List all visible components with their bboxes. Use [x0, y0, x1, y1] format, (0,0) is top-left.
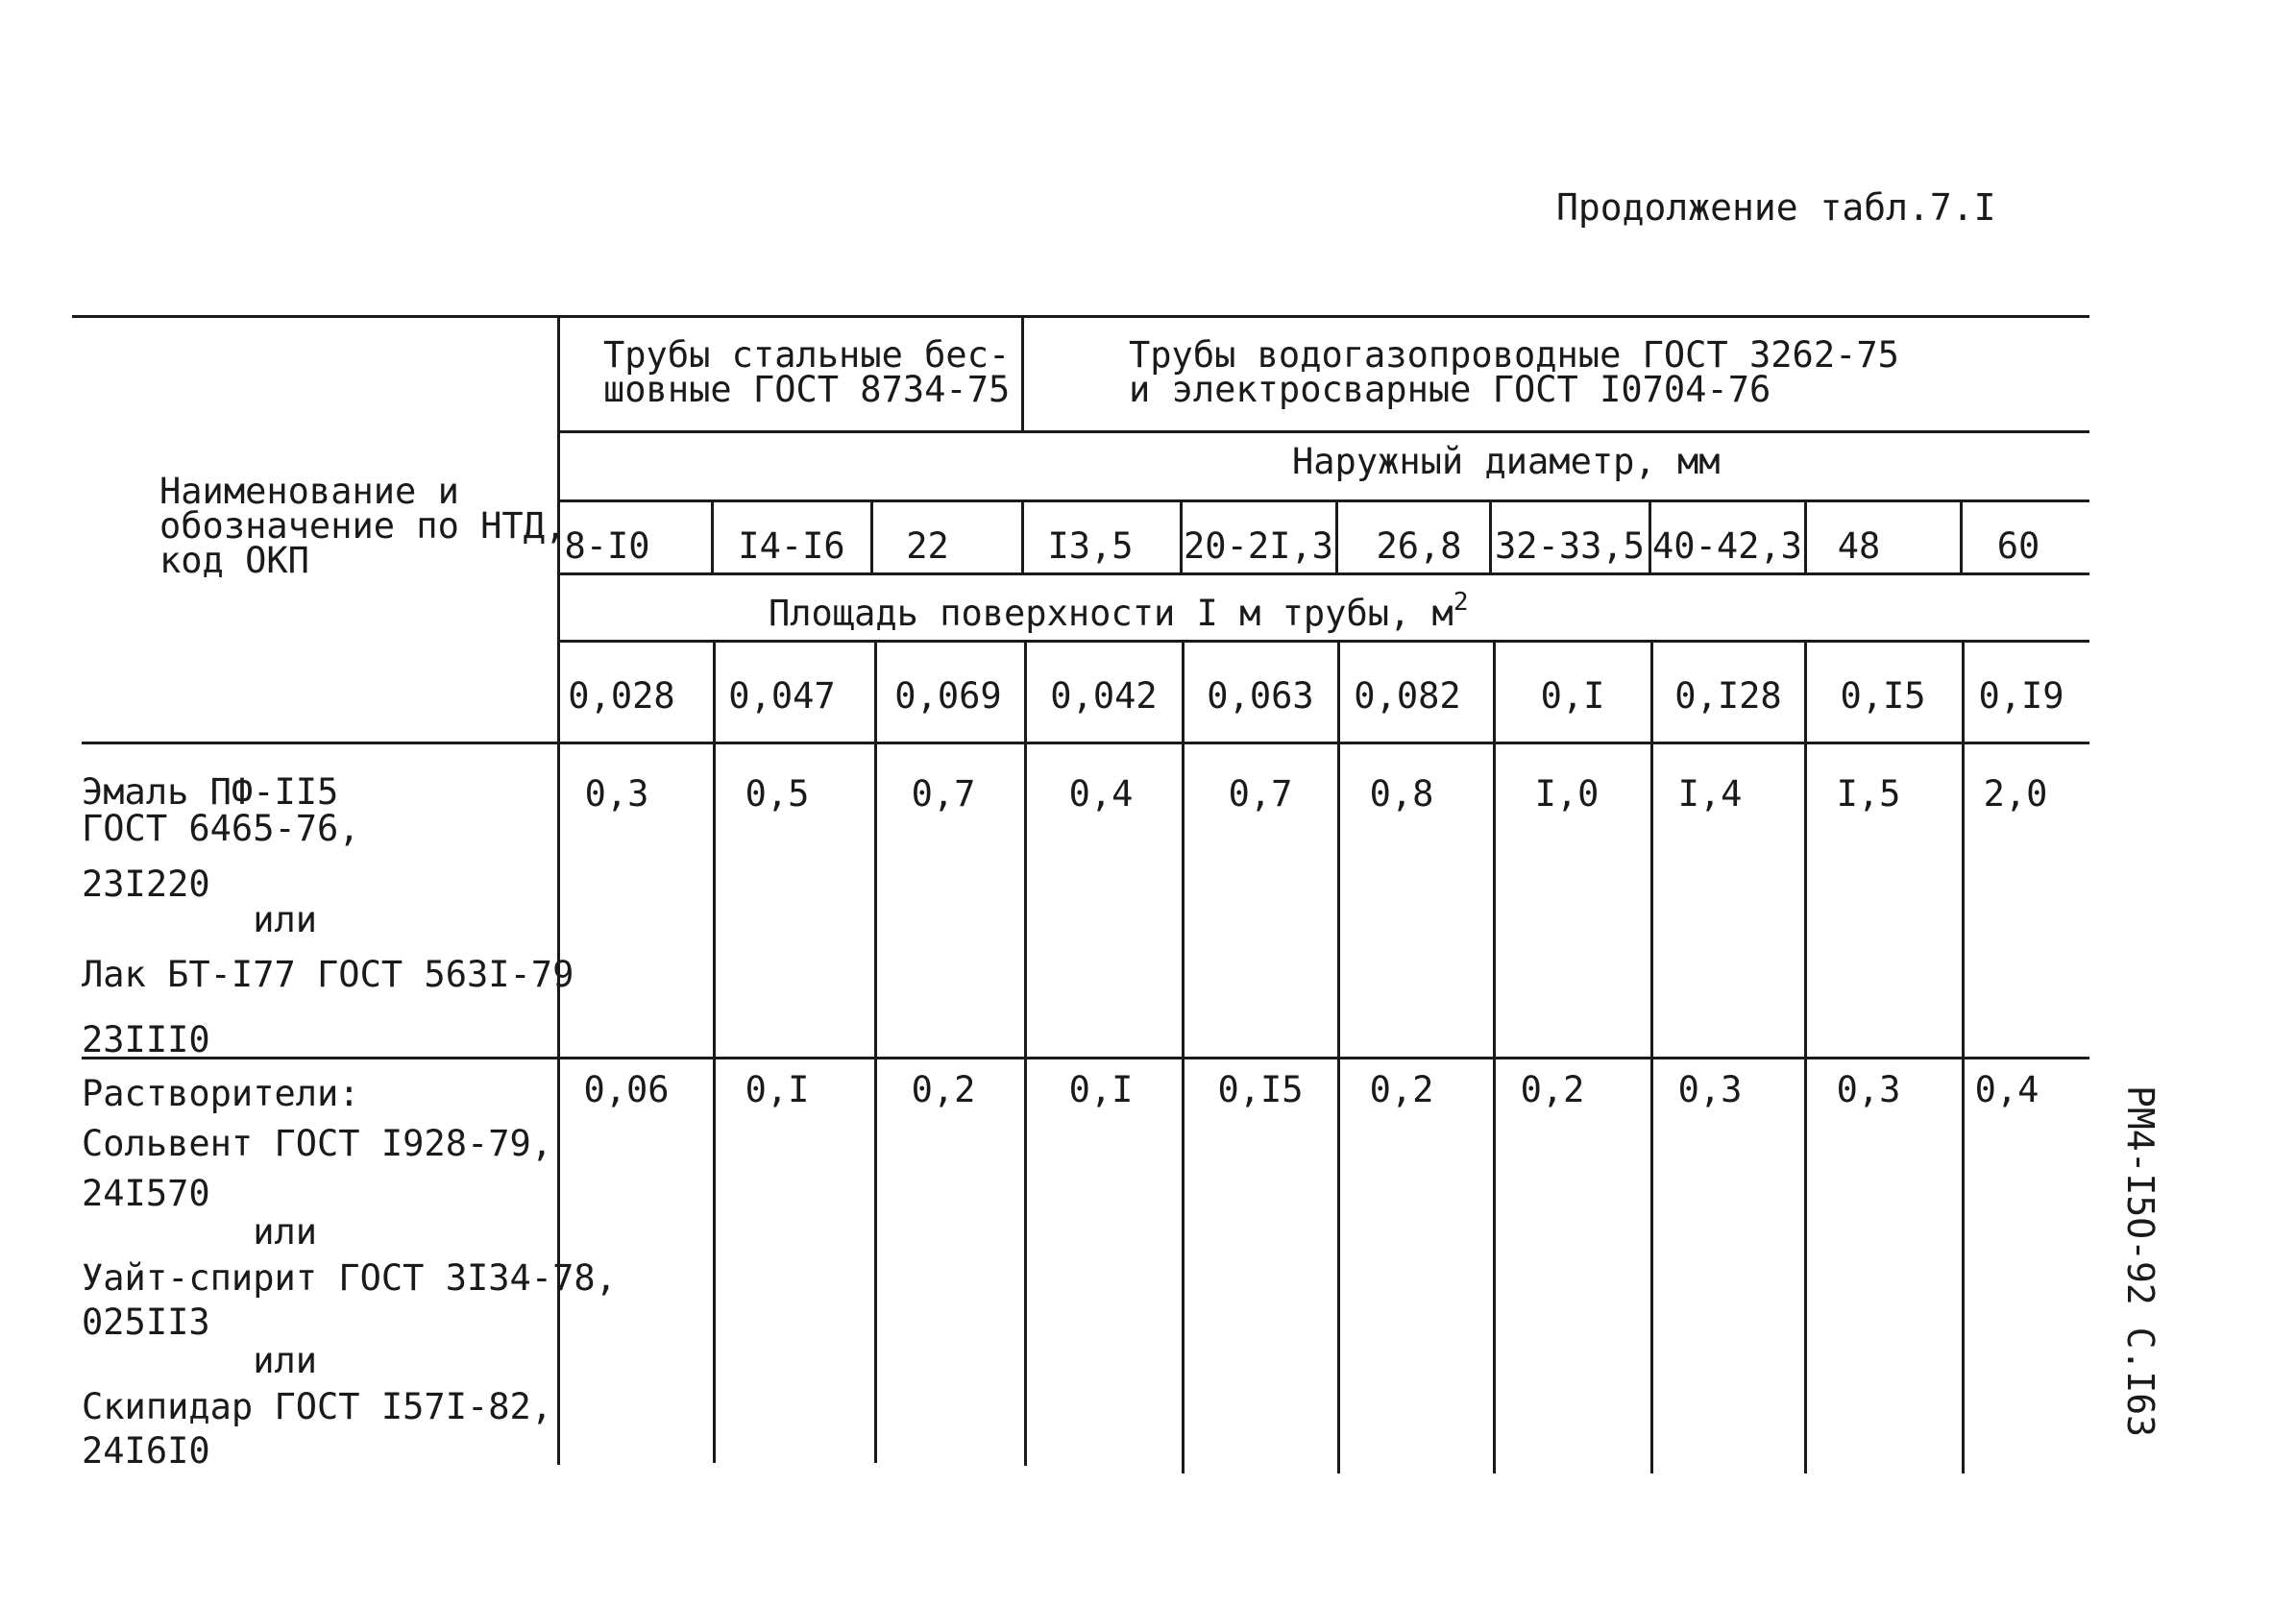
diameter-cell: 8-I0 [564, 525, 650, 567]
diameter-cell: 60 [1996, 525, 2040, 567]
value-cell: 0,8 [1369, 773, 1434, 815]
column-rule [1493, 640, 1496, 1473]
diameter-cell: 48 [1837, 525, 1881, 567]
column-rule [713, 640, 716, 1463]
area-cell: 0,063 [1207, 675, 1314, 717]
value-cell: 0,2 [1520, 1069, 1585, 1110]
diameter-values-rule [559, 572, 2089, 575]
row-name-enamel: Эмаль ПФ-II5 ГОСТ 6465-76, 23I220 или Лак БТ-I77 ГОСТ 563I-79 23III0 [82, 771, 574, 1060]
header-group-rule [559, 430, 2089, 433]
table-caption: Продолжение табл.7.I [1556, 186, 1996, 229]
group-header-water-gas: Трубы водогазопроводные ГОСТ 3262-75 и электросварные ГОСТ I0704-76 [1129, 334, 1899, 410]
area-cell: 0,042 [1050, 675, 1158, 717]
area-label-rule [559, 640, 2089, 643]
diameter-cell: 22 [906, 525, 949, 567]
area-cell: 0,I9 [1978, 675, 2064, 717]
value-cell: 2,0 [1983, 773, 2048, 815]
value-cell: I,0 [1534, 773, 1600, 815]
column-rule [1182, 640, 1185, 1473]
value-cell: 0,4 [1974, 1069, 2040, 1110]
value-cell: 0,I [745, 1069, 810, 1110]
column-rule [1024, 640, 1027, 1466]
value-cell: 0,I [1068, 1069, 1134, 1110]
diameter-cell: I3,5 [1047, 525, 1134, 567]
value-cell: 0,4 [1068, 773, 1134, 815]
value-cell: 0,7 [1228, 773, 1293, 815]
value-cell: 0,2 [911, 1069, 976, 1110]
column-rule [1337, 640, 1340, 1473]
column-rule [1650, 640, 1653, 1473]
group-header-seamless: Трубы стальные бес- шовные ГОСТ 8734-75 [603, 334, 1011, 410]
row-name-solvents: Растворители: Сольвент ГОСТ I928-79, 24I570 или Уайт-спирит ГОСТ 3I34-78, 025II3 или Скипидар ГОСТ I57I-82, 24I6I0 [82, 1073, 617, 1472]
value-cell: 0,3 [1677, 1069, 1743, 1110]
value-cell: 0,3 [1836, 1069, 1901, 1110]
area-cell: 0,028 [568, 675, 675, 717]
name-column-header: Наименование и обозначение по НТД, код ОКП [159, 471, 567, 581]
value-cell: 0,3 [584, 773, 649, 815]
diameter-cell: I4-I6 [738, 525, 845, 567]
header-bottom-rule [82, 742, 2089, 744]
document-code: РМ4-I5О-92 С.I63 [2119, 1085, 2162, 1438]
area-cell: 0,I5 [1840, 675, 1926, 717]
area-cell: 0,082 [1354, 675, 1461, 717]
area-cell: 0,069 [894, 675, 1002, 717]
diameter-label: Наружный диаметр, мм [1292, 441, 1721, 482]
area-cell: 0,047 [728, 675, 836, 717]
table-top-rule [72, 315, 2089, 318]
value-cell: I,5 [1836, 773, 1901, 815]
value-cell: 0,5 [745, 773, 810, 815]
diameter-cell: 32-33,5 [1495, 525, 1645, 567]
column-rule [1962, 640, 1965, 1473]
diameter-label-rule [559, 499, 2089, 502]
area-cell: 0,I [1540, 675, 1605, 717]
diameter-cell: 26,8 [1376, 525, 1462, 567]
column-rule [874, 640, 877, 1463]
area-label: Площадь поверхности I м трубы, $м^2$ [769, 588, 1469, 634]
area-cell: 0,I28 [1674, 675, 1782, 717]
diameter-cell: 20-2I,3 [1184, 525, 1333, 567]
column-rule [1804, 640, 1807, 1473]
value-cell: 0,06 [583, 1069, 670, 1110]
value-cell: 0,I5 [1217, 1069, 1304, 1110]
value-cell: 0,2 [1369, 1069, 1434, 1110]
diameter-cell: 40-42,3 [1652, 525, 1802, 567]
value-cell: I,4 [1677, 773, 1743, 815]
value-cell: 0,7 [911, 773, 976, 815]
group-divider-rule [1021, 315, 1024, 432]
